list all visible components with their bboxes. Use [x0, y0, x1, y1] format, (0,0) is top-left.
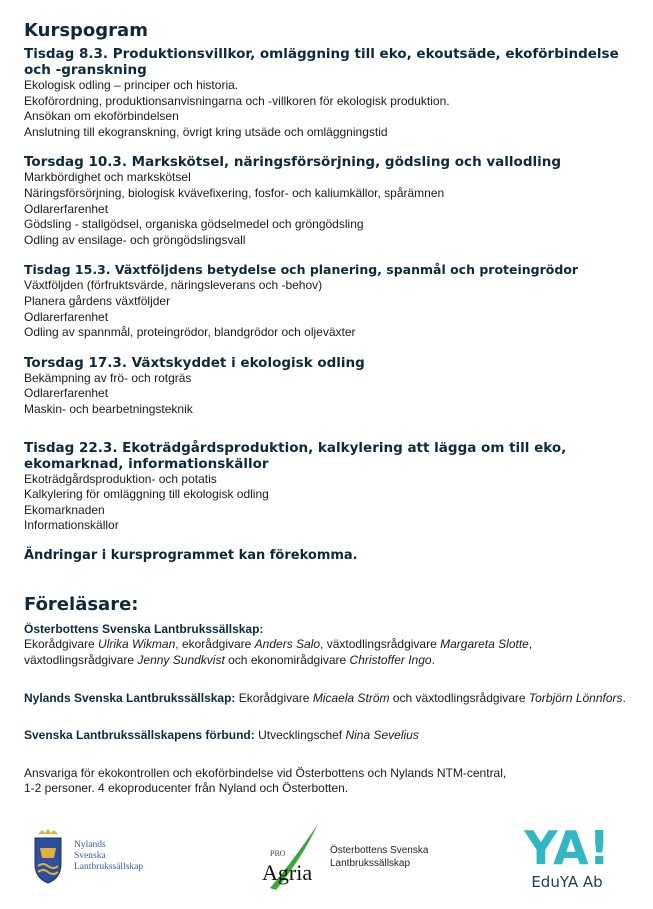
nyland-logo	[32, 828, 143, 884]
list-item: Växtföljden (förfruktsvärde, näringsleverans och -behov)	[24, 278, 323, 293]
person-name: Anders Salo	[254, 637, 321, 652]
role-text: Ekorådgivare	[24, 637, 99, 652]
list-item: Ekoträdgårdsproduktion- och potatis	[24, 471, 217, 486]
pro-text: PRO	[270, 849, 286, 858]
role-text: Ekorådgivare	[235, 690, 313, 705]
list-item: Bekämpning av frö- och rotgräs	[24, 370, 192, 385]
role-text: växtodlingsrådgivare	[24, 653, 138, 668]
list-item: Odling av ensilage- och gröngödslingsvall	[24, 232, 246, 247]
responsible-note	[24, 766, 634, 797]
role-text: .	[431, 653, 435, 668]
ya-mark-icon	[515, 824, 619, 868]
role-text: och ekonomirådgivare	[224, 653, 350, 668]
day-block-5	[24, 440, 634, 534]
course-document	[24, 20, 634, 797]
day-title: Tisdag 15.3. Växtföljdens betydelse och planering, spanmål och proteingrödor	[24, 262, 579, 278]
person-name: Ulrika Wikman	[98, 637, 176, 652]
eduya-logo-text: EduYA Ab	[531, 873, 603, 891]
role-text: .	[622, 690, 626, 705]
eduya-logo	[512, 824, 622, 891]
list-item: Anslutning till ekogranskning, övrigt kring utsäde och omläggningstid	[24, 124, 388, 139]
role-text: Utvecklingschef	[254, 728, 346, 743]
list-item: Odlarerfarenhet	[24, 386, 109, 401]
coat-of-arms-icon	[32, 828, 64, 884]
list-item: Planera gårdens växtföljder	[24, 293, 171, 308]
list-item: Ekomarknaden	[24, 502, 105, 517]
list-item: Gödsling - stallgödsel, organiska gödselmedel och gröngödsling	[24, 217, 364, 232]
day-title: Torsdag 10.3. Markskötsel, näringsförsörjning, gödsling och vallodling	[24, 154, 562, 171]
day-title: Tisdag 22.3. Ekoträdgårdsproduktion, kalkylering att lägga om till eko, ekomarknad, informationskällor	[24, 439, 567, 472]
role-text: , ekorådgivare	[175, 637, 255, 652]
list-item: Odlarerfarenhet	[24, 201, 109, 216]
person-name: Nina Sevelius	[345, 728, 419, 743]
list-item: Maskin- och bearbetningsteknik	[24, 401, 193, 416]
list-item: Odling av spannmål, proteingrödor, blandgrödor och oljeväxter	[24, 325, 356, 340]
person-name: Micaela Ström	[312, 690, 390, 705]
nyland-logo-text: Nylands Svenska Lantbrukssällskap	[74, 839, 144, 872]
lecturers-heading: Föreläsare:	[24, 593, 139, 615]
lecturers-nyland	[24, 691, 634, 707]
page-title: Kurspogram	[24, 20, 148, 41]
day-title: Torsdag 17.3. Växtskyddet i ekologisk odling	[24, 354, 365, 371]
day-block-2	[24, 154, 634, 248]
day-block-1	[24, 46, 634, 140]
day-block-3	[24, 262, 634, 340]
lecturers-osterbotten	[24, 622, 634, 669]
proagria-logo-text: Österbottens Svenska Lantbrukssällskap	[330, 845, 429, 869]
lecturers-svenska	[24, 728, 634, 744]
agria-text: Agria	[262, 860, 313, 885]
proagria-logo	[262, 822, 428, 892]
person-name: Christoffer Ingo	[349, 653, 432, 668]
person-name: Jenny Sundkvist	[137, 653, 225, 668]
list-item: Näringsförsörjning, biologisk kvävefixering, fosfor- och kaliumkällor, spårämnen	[24, 185, 445, 200]
org-name: Österbottens Svenska Lantbrukssällskap:	[24, 621, 264, 636]
role-text: , växtodlingsrådgivare	[320, 637, 441, 652]
person-name: Torbjörn Lönnfors	[528, 690, 623, 705]
list-item: Markbördighet och markskötsel	[24, 170, 191, 185]
logo-footer	[0, 818, 653, 909]
day-title: Tisdag 8.3. Produktionsvillkor, omläggning till eko, ekoutsäde, ekoförbindelse och -granskning	[24, 46, 619, 78]
person-name: Margareta Slotte	[440, 637, 529, 652]
responsible-line-1: Ansvariga för ekokontrollen och ekoförbindelse vid Österbottens och Nylands NTM-central,	[24, 765, 507, 780]
list-item: Informationskällor	[24, 518, 119, 533]
org-name: Nylands Svenska Lantbrukssällskap:	[24, 690, 236, 705]
role-text: och växtodlingsrådgivare	[389, 690, 529, 705]
svg-text:YA!: YA!	[524, 824, 610, 868]
role-text: ,	[528, 637, 533, 652]
change-notice: Ändringar i kursprogrammet kan förekomma.	[24, 547, 358, 563]
list-item: Ekologisk odling – principer och historia.	[24, 78, 239, 92]
list-item: Kalkylering för omläggning till ekologisk odling	[24, 487, 269, 502]
list-item: Ansökan om ekoförbindelsen	[24, 109, 179, 124]
day-block-4	[24, 355, 634, 418]
list-item: Ekoförordning, produktionsanvisningarna och -villkoren för ekologisk produktion.	[24, 93, 450, 108]
proagria-mark-icon	[262, 822, 324, 892]
responsible-line-2: 1-2 personer. 4 ekoproducenter från Nyland och Österbotten.	[24, 781, 349, 796]
org-name: Svenska Lantbrukssällskapens förbund:	[24, 728, 255, 743]
list-item: Odlarerfarenhet	[24, 309, 109, 324]
